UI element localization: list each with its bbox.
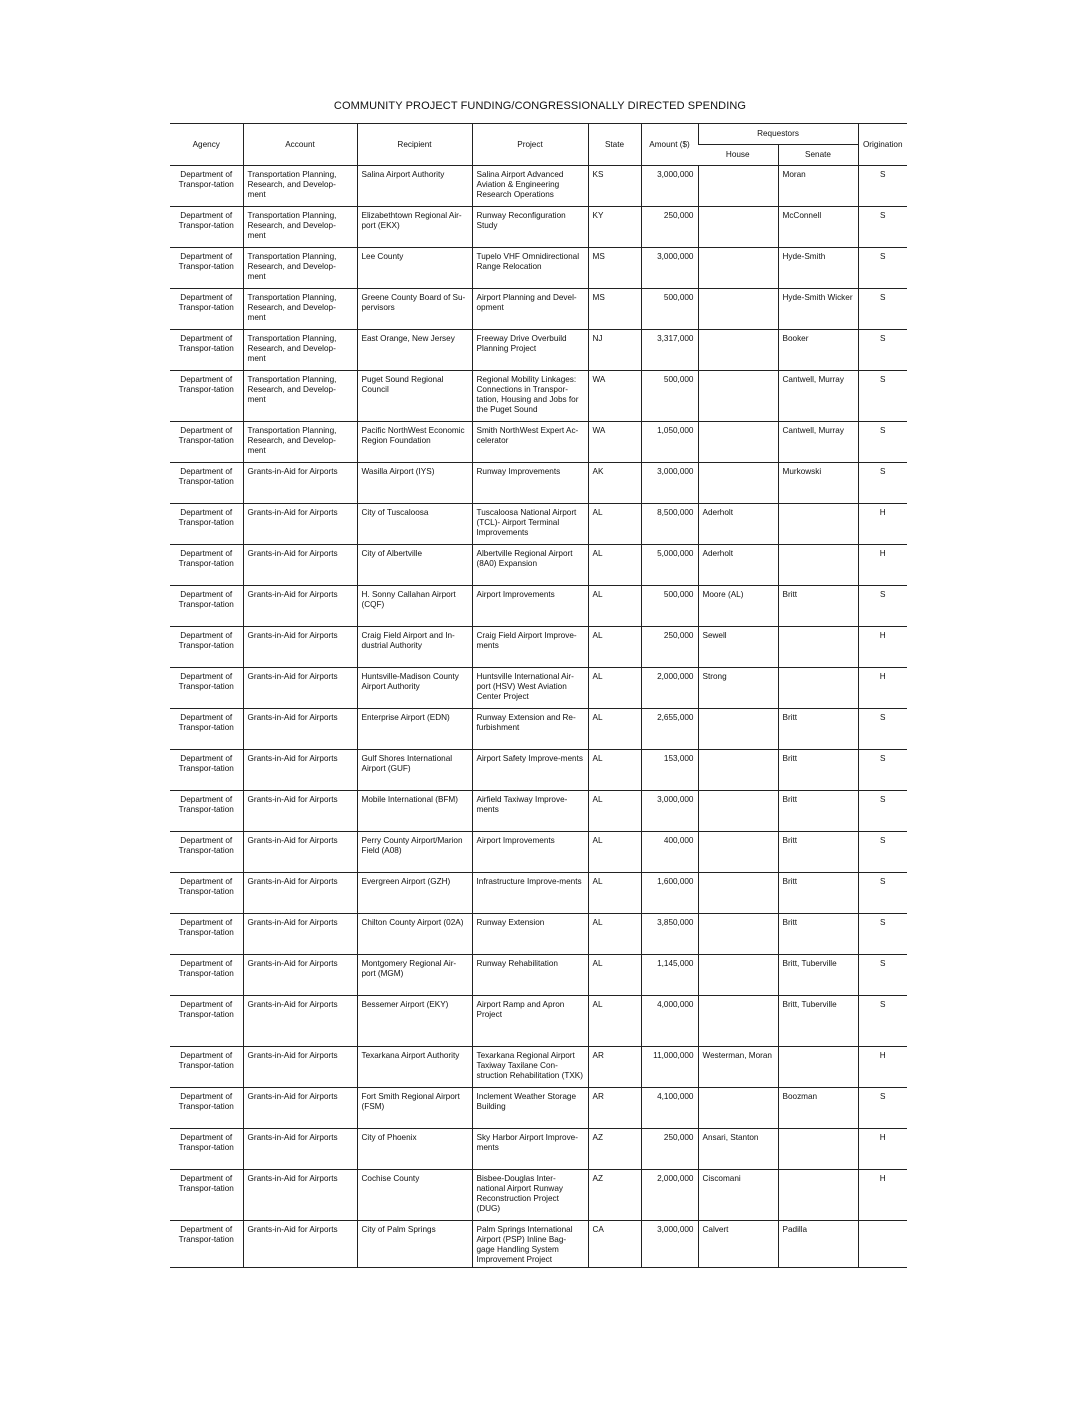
origination-cell: H (858, 545, 907, 586)
origination-cell: H (858, 627, 907, 668)
state-cell: AL (588, 791, 641, 832)
state-cell: WA (588, 422, 641, 463)
senate-requestor-cell: Britt, Tuberville (778, 955, 858, 996)
origination-cell: S (858, 166, 907, 207)
table-row (170, 1088, 907, 1129)
table-row (170, 1129, 907, 1170)
state-cell: CA (588, 1221, 641, 1268)
project-cell: Texarkana Regional Airport Taxiway Taxilane Con-struction Rehabilitation (TXK) (472, 1047, 588, 1088)
account-cell: Grants-in-Aid for Airports (243, 1129, 357, 1170)
table-row (170, 371, 907, 422)
agency-cell: Department of Transpor-tation (170, 504, 243, 545)
agency-cell: Department of Transpor-tation (170, 873, 243, 914)
recipient-cell: Craig Field Airport and In-dustrial Authority (357, 627, 472, 668)
account-cell: Grants-in-Aid for Airports (243, 791, 357, 832)
account-cell: Transportation Planning, Research, and Develop-ment (243, 289, 357, 330)
origination-cell: S (858, 996, 907, 1047)
agency-cell: Department of Transpor-tation (170, 463, 243, 504)
house-requestor-cell: Sewell (698, 627, 778, 668)
origination-cell: S (858, 330, 907, 371)
table-row (170, 873, 907, 914)
state-cell: AL (588, 709, 641, 750)
house-requestor-cell: Calvert (698, 1221, 778, 1268)
agency-cell: Department of Transpor-tation (170, 545, 243, 586)
origination-cell: S (858, 207, 907, 248)
senate-requestor-cell (778, 504, 858, 545)
account-cell: Grants-in-Aid for Airports (243, 873, 357, 914)
account-cell: Grants-in-Aid for Airports (243, 996, 357, 1047)
origination-cell: S (858, 832, 907, 873)
recipient-cell: Bessemer Airport (EKY) (357, 996, 472, 1047)
recipient-cell: City of Palm Springs (357, 1221, 472, 1268)
house-requestor-cell (698, 791, 778, 832)
table-row (170, 832, 907, 873)
amount-cell: 1,600,000 (641, 873, 698, 914)
recipient-cell: Wasilla Airport (IYS) (357, 463, 472, 504)
origination-cell: S (858, 1088, 907, 1129)
project-cell: Tuscaloosa National Airport (TCL)- Airport Terminal Improvements (472, 504, 588, 545)
project-cell: Regional Mobility Linkages: Connections in Transpor-tation, Housing and Jobs for the Puget Sound (472, 371, 588, 422)
origination-cell: S (858, 914, 907, 955)
state-cell: AZ (588, 1129, 641, 1170)
agency-cell: Department of Transpor-tation (170, 289, 243, 330)
state-cell: AR (588, 1047, 641, 1088)
funding-table (170, 123, 907, 1268)
account-cell: Grants-in-Aid for Airports (243, 1047, 357, 1088)
project-cell: Huntsville International Air-port (HSV) West Aviation Center Project (472, 668, 588, 709)
amount-cell: 5,000,000 (641, 545, 698, 586)
state-cell: AL (588, 586, 641, 627)
table-row (170, 330, 907, 371)
agency-cell: Department of Transpor-tation (170, 914, 243, 955)
house-requestor-cell (698, 166, 778, 207)
house-requestor-cell (698, 463, 778, 504)
recipient-cell: City of Phoenix (357, 1129, 472, 1170)
senate-requestor-cell (778, 1170, 858, 1221)
project-cell: Bisbee-Douglas Inter-national Airport Runway Reconstruction Project (DUG) (472, 1170, 588, 1221)
table-row (170, 996, 907, 1047)
recipient-cell: H. Sonny Callahan Airport (CQF) (357, 586, 472, 627)
house-requestor-cell (698, 330, 778, 371)
origination-cell: S (858, 791, 907, 832)
house-requestor-cell (698, 371, 778, 422)
agency-cell: Department of Transpor-tation (170, 832, 243, 873)
agency-cell: Department of Transpor-tation (170, 1129, 243, 1170)
senate-requestor-cell: Cantwell, Murray (778, 371, 858, 422)
agency-cell: Department of Transpor-tation (170, 166, 243, 207)
amount-cell: 2,000,000 (641, 1170, 698, 1221)
account-cell: Grants-in-Aid for Airports (243, 627, 357, 668)
header-agency: Agency (170, 124, 243, 166)
table-row (170, 166, 907, 207)
origination-cell: S (858, 289, 907, 330)
state-cell: AL (588, 504, 641, 545)
agency-cell: Department of Transpor-tation (170, 750, 243, 791)
account-cell: Grants-in-Aid for Airports (243, 668, 357, 709)
senate-requestor-cell: Hyde-Smith Wicker (778, 289, 858, 330)
header-house: House (698, 145, 778, 166)
house-requestor-cell (698, 709, 778, 750)
project-cell: Albertville Regional Airport (8A0) Expansion (472, 545, 588, 586)
amount-cell: 1,145,000 (641, 955, 698, 996)
recipient-cell: Lee County (357, 248, 472, 289)
house-requestor-cell: Westerman, Moran (698, 1047, 778, 1088)
table-row (170, 248, 907, 289)
house-requestor-cell (698, 1088, 778, 1129)
agency-cell: Department of Transpor-tation (170, 248, 243, 289)
senate-requestor-cell: Booker (778, 330, 858, 371)
amount-cell: 11,000,000 (641, 1047, 698, 1088)
house-requestor-cell: Moore (AL) (698, 586, 778, 627)
origination-cell: S (858, 873, 907, 914)
origination-cell: H (858, 1047, 907, 1088)
page-title: COMMUNITY PROJECT FUNDING/CONGRESSIONALLY DIRECTED SPENDING (333, 100, 747, 112)
table-row (170, 207, 907, 248)
origination-cell: H (858, 504, 907, 545)
table-row (170, 1170, 907, 1221)
origination-cell: H (858, 668, 907, 709)
amount-cell: 3,000,000 (641, 791, 698, 832)
project-cell: Airport Safety Improve-ments (472, 750, 588, 791)
state-cell: AR (588, 1088, 641, 1129)
amount-cell: 3,317,000 (641, 330, 698, 371)
account-cell: Grants-in-Aid for Airports (243, 1221, 357, 1268)
senate-requestor-cell: Britt, Tuberville (778, 996, 858, 1047)
table-row (170, 750, 907, 791)
senate-requestor-cell: Britt (778, 791, 858, 832)
agency-cell: Department of Transpor-tation (170, 1088, 243, 1129)
recipient-cell: Huntsville-Madison County Airport Authority (357, 668, 472, 709)
origination-cell: S (858, 586, 907, 627)
header-project: Project (472, 124, 588, 166)
house-requestor-cell (698, 914, 778, 955)
recipient-cell: Cochise County (357, 1170, 472, 1221)
header-senate: Senate (778, 145, 858, 166)
account-cell: Transportation Planning, Research, and Develop-ment (243, 248, 357, 289)
project-cell: Airport Improvements (472, 586, 588, 627)
table-row (170, 422, 907, 463)
recipient-cell: East Orange, New Jersey (357, 330, 472, 371)
senate-requestor-cell: Britt (778, 832, 858, 873)
project-cell: Airport Ramp and Apron Project (472, 996, 588, 1047)
state-cell: AL (588, 750, 641, 791)
table-row (170, 668, 907, 709)
senate-requestor-cell: Cantwell, Murray (778, 422, 858, 463)
origination-cell: H (858, 1170, 907, 1221)
project-cell: Palm Springs International Airport (PSP) Inline Bag-gage Handling System Improvement Project (472, 1221, 588, 1268)
house-requestor-cell (698, 750, 778, 791)
agency-cell: Department of Transpor-tation (170, 791, 243, 832)
amount-cell: 2,655,000 (641, 709, 698, 750)
state-cell: AL (588, 545, 641, 586)
origination-cell: H (858, 1129, 907, 1170)
senate-requestor-cell: Britt (778, 750, 858, 791)
recipient-cell: Perry County Airport/Marion Field (A08) (357, 832, 472, 873)
agency-cell: Department of Transpor-tation (170, 422, 243, 463)
table-row (170, 463, 907, 504)
account-cell: Transportation Planning, Research, and Develop-ment (243, 422, 357, 463)
recipient-cell: Salina Airport Authority (357, 166, 472, 207)
agency-cell: Department of Transpor-tation (170, 371, 243, 422)
origination-cell: S (858, 248, 907, 289)
amount-cell: 3,850,000 (641, 914, 698, 955)
recipient-cell: Elizabethtown Regional Air-port (EKX) (357, 207, 472, 248)
senate-requestor-cell: Britt (778, 873, 858, 914)
header-recipient: Recipient (357, 124, 472, 166)
project-cell: Runway Rehabilitation (472, 955, 588, 996)
origination-cell: S (858, 371, 907, 422)
account-cell: Grants-in-Aid for Airports (243, 1088, 357, 1129)
origination-cell: S (858, 422, 907, 463)
house-requestor-cell: Aderholt (698, 545, 778, 586)
house-requestor-cell (698, 289, 778, 330)
account-cell: Transportation Planning, Research, and Develop-ment (243, 330, 357, 371)
account-cell: Grants-in-Aid for Airports (243, 832, 357, 873)
house-requestor-cell: Ansari, Stanton (698, 1129, 778, 1170)
project-cell: Sky Harbor Airport Improve-ments (472, 1129, 588, 1170)
recipient-cell: Pacific NorthWest Economic Region Foundation (357, 422, 472, 463)
state-cell: AL (588, 832, 641, 873)
senate-requestor-cell: Murkowski (778, 463, 858, 504)
amount-cell: 2,000,000 (641, 668, 698, 709)
senate-requestor-cell (778, 627, 858, 668)
senate-requestor-cell: Padilla (778, 1221, 858, 1268)
amount-cell: 3,000,000 (641, 248, 698, 289)
senate-requestor-cell (778, 1129, 858, 1170)
amount-cell: 153,000 (641, 750, 698, 791)
amount-cell: 4,000,000 (641, 996, 698, 1047)
house-requestor-cell (698, 207, 778, 248)
state-cell: AL (588, 996, 641, 1047)
recipient-cell: City of Tuscaloosa (357, 504, 472, 545)
table-row (170, 914, 907, 955)
house-requestor-cell (698, 955, 778, 996)
header-amount: Amount ($) (641, 124, 698, 166)
amount-cell: 1,050,000 (641, 422, 698, 463)
project-cell: Runway Extension and Re-furbishment (472, 709, 588, 750)
amount-cell: 500,000 (641, 289, 698, 330)
agency-cell: Department of Transpor-tation (170, 330, 243, 371)
recipient-cell: Puget Sound Regional Council (357, 371, 472, 422)
account-cell: Grants-in-Aid for Airports (243, 955, 357, 996)
project-cell: Airport Improvements (472, 832, 588, 873)
table-row (170, 504, 907, 545)
agency-cell: Department of Transpor-tation (170, 1047, 243, 1088)
origination-cell: S (858, 750, 907, 791)
project-cell: Salina Airport Advanced Aviation & Engineering Research Operations (472, 166, 588, 207)
senate-requestor-cell (778, 1047, 858, 1088)
state-cell: AZ (588, 1170, 641, 1221)
recipient-cell: Enterprise Airport (EDN) (357, 709, 472, 750)
recipient-cell: Mobile International (BFM) (357, 791, 472, 832)
project-cell: Smith NorthWest Expert Ac-celerator (472, 422, 588, 463)
amount-cell: 250,000 (641, 1129, 698, 1170)
project-cell: Freeway Drive Overbuild Planning Project (472, 330, 588, 371)
recipient-cell: Fort Smith Regional Airport (FSM) (357, 1088, 472, 1129)
house-requestor-cell (698, 996, 778, 1047)
project-cell: Runway Reconfiguration Study (472, 207, 588, 248)
state-cell: MS (588, 289, 641, 330)
account-cell: Transportation Planning, Research, and Develop-ment (243, 166, 357, 207)
senate-requestor-cell: Britt (778, 914, 858, 955)
header-origination: Origination (858, 124, 907, 166)
account-cell: Grants-in-Aid for Airports (243, 750, 357, 791)
house-requestor-cell (698, 248, 778, 289)
agency-cell: Department of Transpor-tation (170, 668, 243, 709)
senate-requestor-cell: Britt (778, 586, 858, 627)
recipient-cell: Texarkana Airport Authority (357, 1047, 472, 1088)
state-cell: AL (588, 627, 641, 668)
account-cell: Grants-in-Aid for Airports (243, 914, 357, 955)
agency-cell: Department of Transpor-tation (170, 709, 243, 750)
table-row (170, 1221, 907, 1268)
project-cell: Airfield Taxiway Improve-ments (472, 791, 588, 832)
amount-cell: 8,500,000 (641, 504, 698, 545)
project-cell: Tupelo VHF Omnidirectional Range Relocation (472, 248, 588, 289)
house-requestor-cell (698, 873, 778, 914)
origination-cell: S (858, 955, 907, 996)
state-cell: NJ (588, 330, 641, 371)
amount-cell: 500,000 (641, 371, 698, 422)
amount-cell: 3,000,000 (641, 463, 698, 504)
agency-cell: Department of Transpor-tation (170, 586, 243, 627)
origination-cell: S (858, 709, 907, 750)
header-requestors: Requestors (698, 124, 858, 145)
agency-cell: Department of Transpor-tation (170, 627, 243, 668)
state-cell: AL (588, 914, 641, 955)
house-requestor-cell (698, 422, 778, 463)
state-cell: AL (588, 668, 641, 709)
state-cell: WA (588, 371, 641, 422)
table-row (170, 586, 907, 627)
amount-cell: 3,000,000 (641, 166, 698, 207)
house-requestor-cell: Ciscomani (698, 1170, 778, 1221)
agency-cell: Department of Transpor-tation (170, 1221, 243, 1268)
senate-requestor-cell: McConnell (778, 207, 858, 248)
state-cell: KY (588, 207, 641, 248)
agency-cell: Department of Transpor-tation (170, 955, 243, 996)
origination-cell (858, 1221, 907, 1268)
table-row (170, 1047, 907, 1088)
recipient-cell: City of Albertville (357, 545, 472, 586)
table-row (170, 709, 907, 750)
project-cell: Airport Planning and Devel-opment (472, 289, 588, 330)
state-cell: KS (588, 166, 641, 207)
account-cell: Grants-in-Aid for Airports (243, 1170, 357, 1221)
table-row (170, 955, 907, 996)
state-cell: MS (588, 248, 641, 289)
project-cell: Inclement Weather Storage Building (472, 1088, 588, 1129)
account-cell: Grants-in-Aid for Airports (243, 463, 357, 504)
house-requestor-cell: Strong (698, 668, 778, 709)
senate-requestor-cell (778, 545, 858, 586)
amount-cell: 3,000,000 (641, 1221, 698, 1268)
recipient-cell: Greene County Board of Su-pervisors (357, 289, 472, 330)
senate-requestor-cell: Moran (778, 166, 858, 207)
senate-requestor-cell: Boozman (778, 1088, 858, 1129)
recipient-cell: Evergreen Airport (GZH) (357, 873, 472, 914)
project-cell: Craig Field Airport Improve-ments (472, 627, 588, 668)
project-cell: Runway Improvements (472, 463, 588, 504)
state-cell: AL (588, 955, 641, 996)
house-requestor-cell (698, 832, 778, 873)
account-cell: Transportation Planning, Research, and Develop-ment (243, 207, 357, 248)
state-cell: AL (588, 873, 641, 914)
senate-requestor-cell (778, 668, 858, 709)
table-row (170, 791, 907, 832)
agency-cell: Department of Transpor-tation (170, 1170, 243, 1221)
project-cell: Runway Extension (472, 914, 588, 955)
account-cell: Grants-in-Aid for Airports (243, 586, 357, 627)
table-row (170, 627, 907, 668)
senate-requestor-cell: Hyde-Smith (778, 248, 858, 289)
project-cell: Infrastructure Improve-ments (472, 873, 588, 914)
account-cell: Transportation Planning, Research, and Develop-ment (243, 371, 357, 422)
account-cell: Grants-in-Aid for Airports (243, 709, 357, 750)
agency-cell: Department of Transpor-tation (170, 207, 243, 248)
senate-requestor-cell: Britt (778, 709, 858, 750)
origination-cell: S (858, 463, 907, 504)
recipient-cell: Chilton County Airport (02A) (357, 914, 472, 955)
amount-cell: 500,000 (641, 586, 698, 627)
account-cell: Grants-in-Aid for Airports (243, 545, 357, 586)
amount-cell: 250,000 (641, 207, 698, 248)
header-state: State (588, 124, 641, 166)
house-requestor-cell: Aderholt (698, 504, 778, 545)
table-body (170, 166, 907, 1268)
agency-cell: Department of Transpor-tation (170, 996, 243, 1047)
recipient-cell: Gulf Shores International Airport (GUF) (357, 750, 472, 791)
state-cell: AK (588, 463, 641, 504)
amount-cell: 400,000 (641, 832, 698, 873)
header-account: Account (243, 124, 357, 166)
account-cell: Grants-in-Aid for Airports (243, 504, 357, 545)
table-header-row (170, 124, 907, 145)
amount-cell: 4,100,000 (641, 1088, 698, 1129)
recipient-cell: Montgomery Regional Air-port (MGM) (357, 955, 472, 996)
table-row (170, 289, 907, 330)
amount-cell: 250,000 (641, 627, 698, 668)
table-row (170, 545, 907, 586)
